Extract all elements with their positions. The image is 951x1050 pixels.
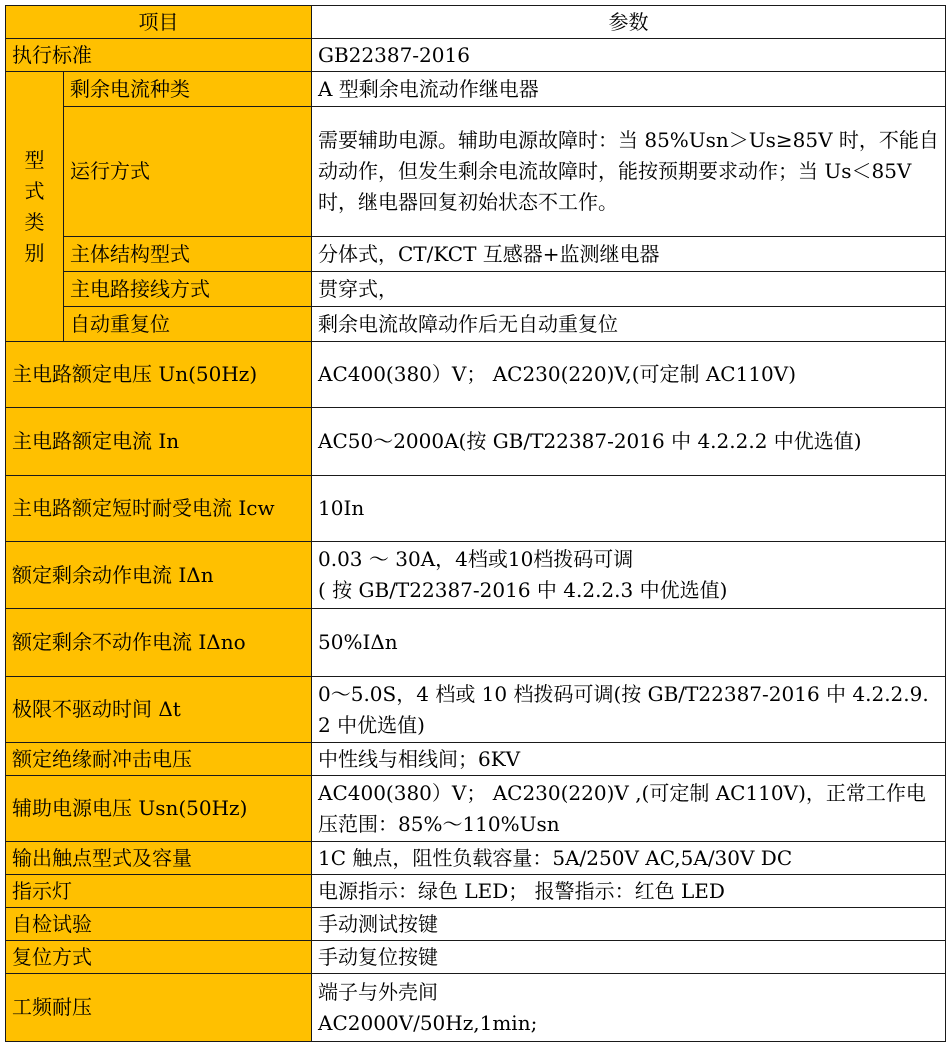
row-label: 极限不驱动时间 Δt: [6, 677, 312, 743]
row-value: 50%IΔn: [312, 609, 946, 677]
header-param: 参数: [312, 6, 946, 39]
row-label: 主电路额定电压 Un(50Hz): [6, 342, 312, 408]
table-header-row: [6, 6, 946, 39]
row-label: 主电路额定短时耐受电流 Icw: [6, 476, 312, 542]
table-row: [6, 476, 946, 542]
row-value: 剩余电流故障动作后无自动重复位: [312, 307, 946, 342]
table-row: [6, 941, 946, 974]
row-value: 中性线与相线间；6KV: [312, 743, 946, 776]
table-row: [6, 677, 946, 743]
row-label: 额定剩余不动作电流 IΔno: [6, 609, 312, 677]
row-value: 1C 触点，阻性负载容量：5A/250V AC,5A/30V DC: [312, 842, 946, 875]
row-value: 分体式，CT/KCT 互感器+监测继电器: [312, 237, 946, 272]
table-row: [6, 307, 946, 342]
table-row: [6, 107, 946, 237]
row-label: 额定绝缘耐冲击电压: [6, 743, 312, 776]
table-row: [6, 542, 946, 609]
value-line: 0.03 ～ 30A，4档或10档拨码可调: [318, 547, 634, 571]
table-row: [6, 39, 946, 72]
row-value: 需要辅助电源。辅助电源故障时：当 85%Usn＞Us≥85V 时，不能自动动作，但发生剩余电流故障时，能按预期要求动作；当 Us＜85V 时，继电器回复初始状态不工作。: [312, 107, 946, 237]
row-value: 电源指示：绿色 LED； 报警指示：红色 LED: [312, 875, 946, 908]
row-value: AC400(380）V； AC230(220)V ,(可定制 AC110V)，正常工作电压范围：85%～110%Usn: [312, 776, 946, 842]
row-value: [312, 974, 946, 1042]
row-value: GB22387-2016: [312, 39, 946, 72]
value-line: 端子与外壳间: [318, 979, 438, 1004]
row-label: 主体结构型式: [64, 237, 312, 272]
row-label: 辅助电源电压 Usn(50Hz): [6, 776, 312, 842]
table-row: [6, 776, 946, 842]
table-row: [6, 609, 946, 677]
row-label: 自动重复位: [64, 307, 312, 342]
row-label: 工频耐压: [6, 974, 312, 1042]
row-label: 剩余电流种类: [64, 72, 312, 107]
table-row: [6, 743, 946, 776]
row-value: 贯穿式，: [312, 272, 946, 307]
row-value: [312, 542, 946, 609]
value-line: AC2000V/50Hz,1min;: [318, 1010, 538, 1035]
row-value: AC50～2000A(按 GB/T22387-2016 中 4.2.2.2 中优选值): [312, 408, 946, 476]
type-group-label: 型式类别: [6, 72, 64, 342]
row-label: 自检试验: [6, 908, 312, 941]
row-label: 指示灯: [6, 875, 312, 908]
row-value: 手动复位按键: [312, 941, 946, 974]
row-value: 手动测试按键: [312, 908, 946, 941]
row-value: 10In: [312, 476, 946, 542]
table-row: [6, 272, 946, 307]
table-row: [6, 908, 946, 941]
row-label: 主电路额定电流 In: [6, 408, 312, 476]
row-value: A 型剩余电流动作继电器: [312, 72, 946, 107]
value-line: ( 按 GB/T22387-2016 中 4.2.2.3 中优选值): [318, 578, 728, 602]
row-value: 0～5.0S，4 档或 10 档拨码可调(按 GB/T22387-2016 中 4.2.2.9.2 中优选值): [312, 677, 946, 743]
row-label: 输出触点型式及容量: [6, 842, 312, 875]
table-row: [6, 974, 946, 1042]
spec-table: [5, 5, 946, 1042]
table-row: [6, 237, 946, 272]
row-label: 执行标准: [6, 39, 312, 72]
table-row: [6, 875, 946, 908]
table-row: [6, 842, 946, 875]
row-label: 复位方式: [6, 941, 312, 974]
table-row: [6, 408, 946, 476]
row-label: 额定剩余动作电流 IΔn: [6, 542, 312, 609]
table-row: [6, 342, 946, 408]
table-row: [6, 72, 946, 107]
row-value: AC400(380）V； AC230(220)V,(可定制 AC110V): [312, 342, 946, 408]
row-label: 主电路接线方式: [64, 272, 312, 307]
header-item: 项目: [6, 6, 312, 39]
row-label: 运行方式: [64, 107, 312, 237]
